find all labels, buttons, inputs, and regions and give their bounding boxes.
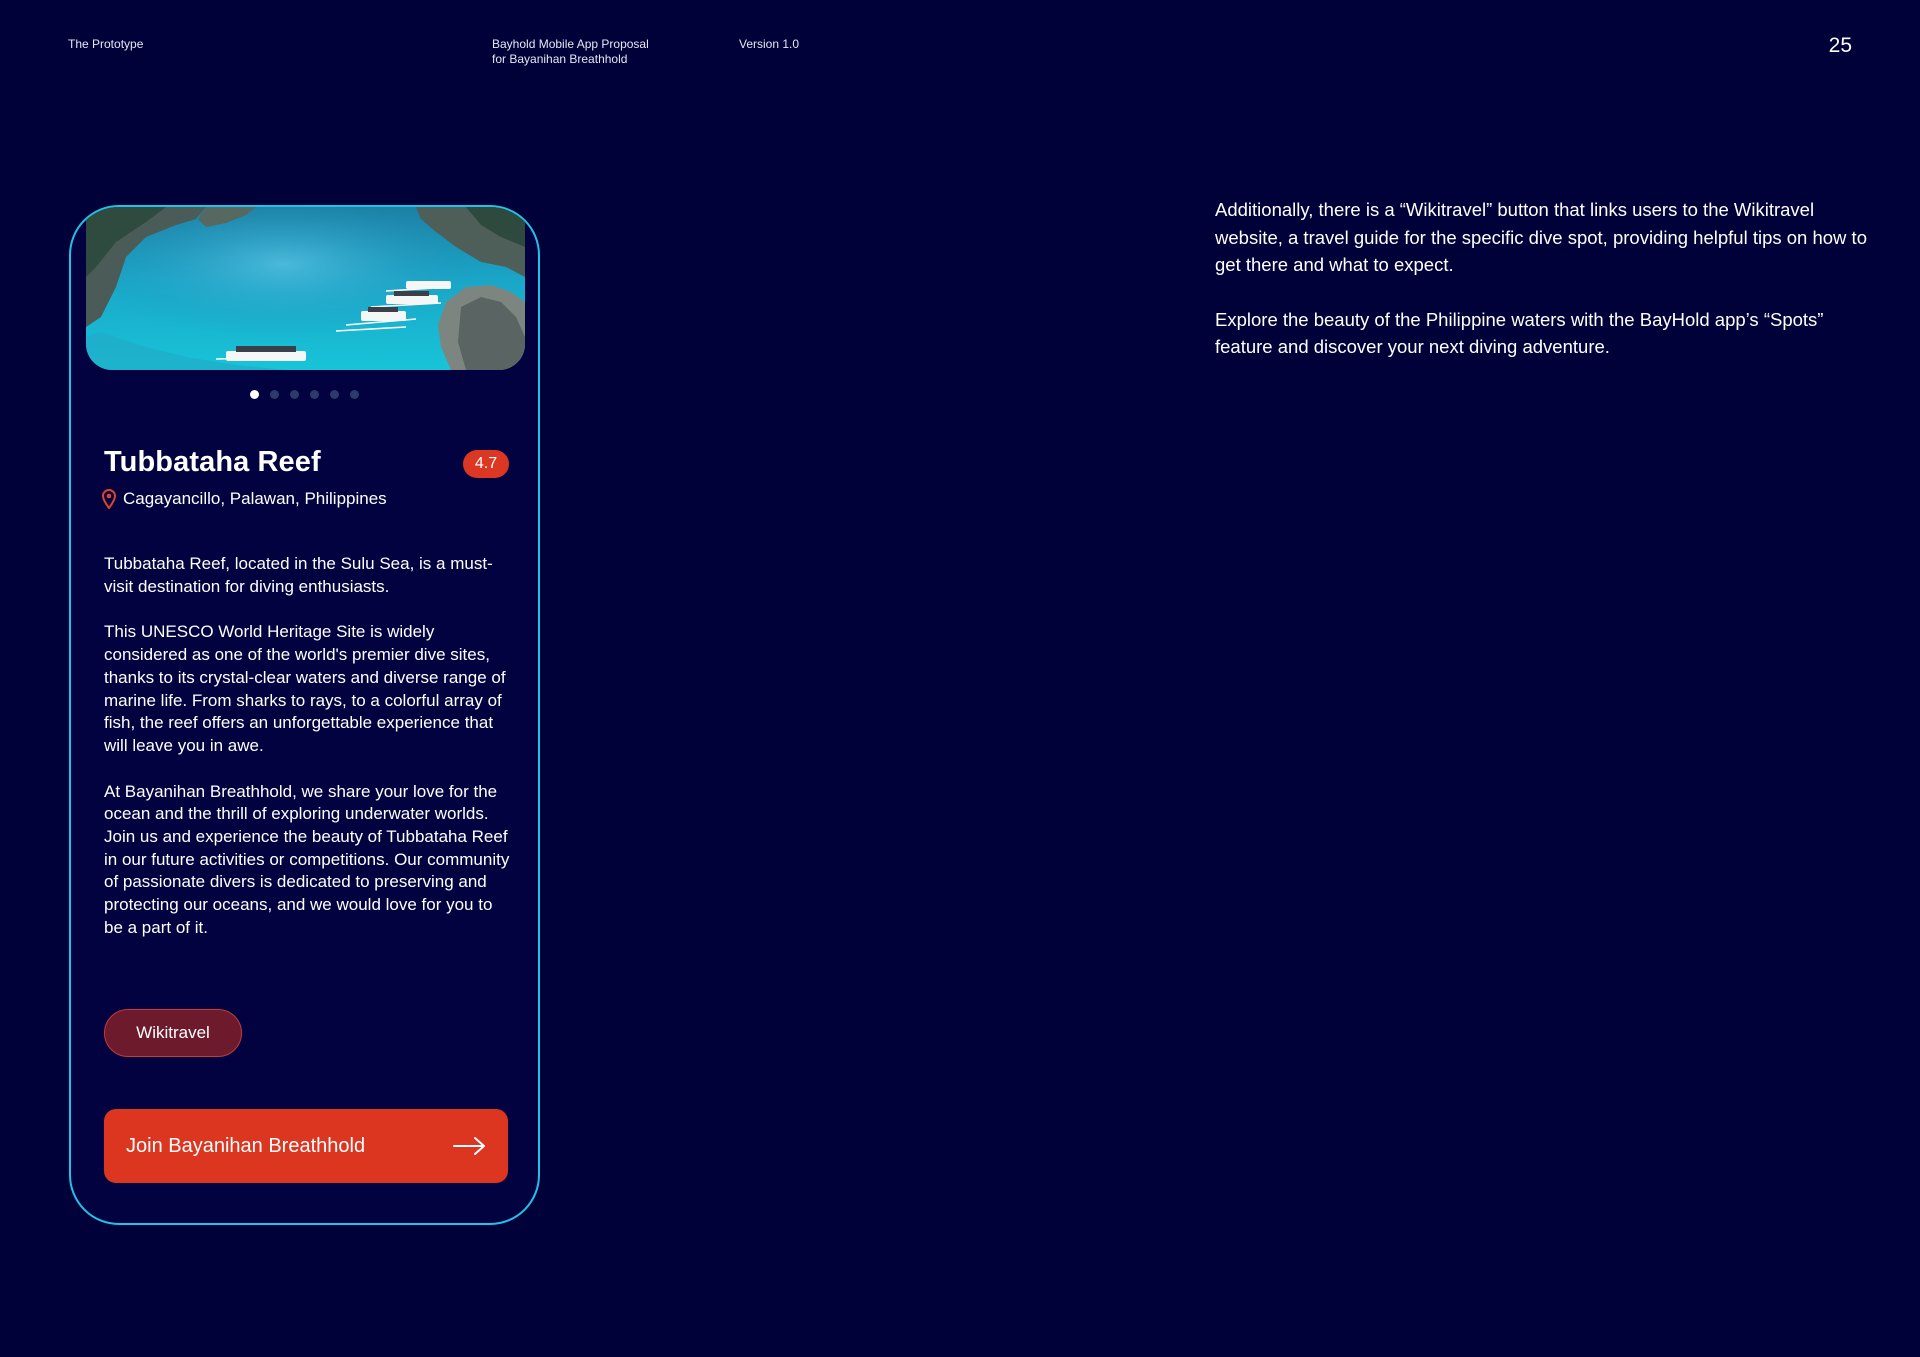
- body-paragraph: Additionally, there is a “Wikitravel” button that links users to the Wikitravel website, a travel guide for the specific dive spot, providing helpful tips on how to get there and what to expect.: [1215, 199, 1867, 275]
- document-title-line-2: for Bayanihan Breathhold: [492, 52, 628, 66]
- arrow-right-icon: [453, 1136, 486, 1156]
- carousel-dot[interactable]: [350, 390, 359, 399]
- spot-hero-image[interactable]: [86, 207, 525, 370]
- description-paragraph: This UNESCO World Heritage Site is widely considered as one of the world's premier dive sites, thanks to its crystal-clear waters and diverse range of marine life. From sharks to rays, to a colorful array of fish, the reef offers an unforgettable experience that will leave you in awe.: [104, 622, 506, 755]
- document-title-line-1: Bayhold Mobile App Proposal: [492, 37, 649, 51]
- lagoon-photo: [86, 207, 525, 370]
- section-label: The Prototype: [68, 37, 144, 51]
- description-paragraph: At Bayanihan Breathhold, we share your love for the ocean and the thrill of exploring underwater worlds. Join us and experience the beauty of Tubbataha Reef in our future activities or competitions. Our community of passionate divers is dedicated to preserving and protecting our oceans, and we would love for you to be a part of it.: [104, 781, 510, 937]
- rating-badge: 4.7: [463, 450, 509, 478]
- wikitravel-button[interactable]: Wikitravel: [104, 1009, 242, 1057]
- spot-location: [102, 489, 387, 509]
- carousel-dot[interactable]: [250, 390, 259, 399]
- body-paragraph: Explore the beauty of the Philippine waters with the BayHold app’s “Spots” feature and discover your next diving adventure.: [1215, 308, 1824, 357]
- join-button[interactable]: [104, 1109, 508, 1183]
- carousel-dot[interactable]: [270, 390, 279, 399]
- spot-description: [104, 553, 514, 963]
- spot-title: Tubbataha Reef: [104, 446, 321, 478]
- carousel-dot[interactable]: [310, 390, 319, 399]
- explanatory-text: [1215, 196, 1875, 388]
- carousel-dot[interactable]: [330, 390, 339, 399]
- map-pin-icon: [102, 489, 116, 509]
- carousel-indicator: [71, 390, 538, 399]
- document-title: [492, 37, 702, 67]
- carousel-dot[interactable]: [290, 390, 299, 399]
- page-number: 25: [1828, 34, 1852, 57]
- version-label: Version 1.0: [739, 37, 800, 51]
- phone-mockup: [69, 205, 540, 1225]
- location-text: Cagayancillo, Palawan, Philippines: [123, 489, 387, 508]
- join-button-label: Join Bayanihan Breathhold: [126, 1134, 366, 1157]
- description-paragraph: Tubbataha Reef, located in the Sulu Sea, is a must-visit destination for diving enthusiasts.: [104, 554, 493, 596]
